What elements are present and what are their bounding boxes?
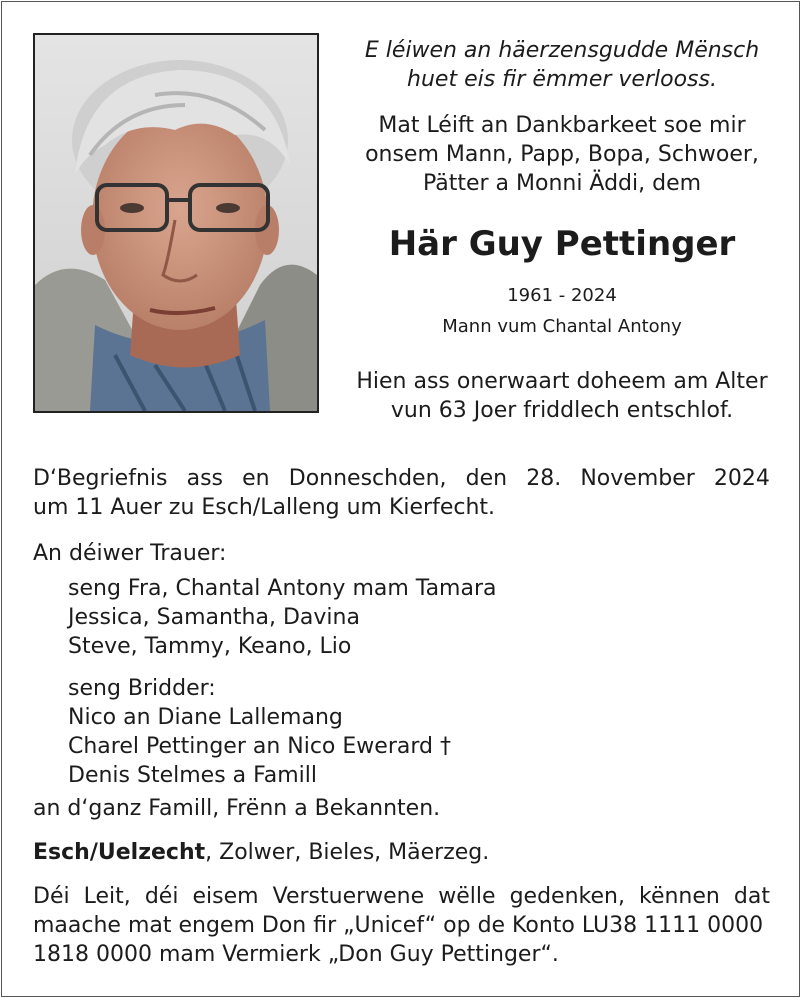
portrait-photo	[33, 33, 319, 413]
mourner-line: Denis Stelmes a Famill	[68, 763, 318, 788]
funeral-word: en	[242, 466, 270, 491]
mourners-tail: an d‘ganz Famill, Frënn a Bekannten.	[33, 796, 441, 821]
mourner-line: seng Fra, Chantal Antony mam Tamara	[68, 576, 497, 601]
quote-line: huet eis fir ëmmer verlooss.	[407, 67, 717, 92]
intro-line: Pätter a Monni Äddi, dem	[422, 171, 702, 196]
quote-line: E léiwen an häerzensgudde Mënsch	[364, 38, 760, 63]
deceased-name: Här Guy Pettinger	[388, 224, 736, 264]
donation-word: déi	[144, 884, 179, 909]
donation-word: gedenken,	[509, 884, 625, 909]
mourner-line: seng Bridder:	[68, 676, 216, 701]
mourner-line: Steve, Tammy, Keano, Lio	[68, 634, 352, 659]
donation-line-1	[33, 882, 770, 911]
place-rest: , Zolwer, Bieles, Mäerzeg.	[205, 840, 490, 865]
places-line	[33, 838, 489, 867]
donation-word: Déi	[33, 884, 70, 909]
donation-word: wëlle	[438, 884, 496, 909]
mourner-line: Nico an Diane Lallemang	[68, 705, 343, 730]
funeral-word: D‘Begriefnis	[33, 466, 168, 491]
death-notice	[352, 367, 772, 425]
place-bold: Esch/Uelzecht	[33, 840, 206, 865]
funeral-word: ass	[186, 466, 224, 491]
funeral-word: 28.	[526, 466, 562, 491]
spouse-line: Mann vum Chantal Antony	[442, 316, 682, 337]
funeral-line-2: um 11 Auer zu Esch/Lalleng um Kierfecht.	[33, 495, 496, 520]
mourners-family	[33, 574, 497, 661]
mourner-line: Jessica, Samantha, Davina	[68, 605, 360, 630]
donation-word: Leit,	[83, 884, 131, 909]
opening-quote	[352, 36, 772, 94]
funeral-info	[33, 464, 770, 522]
life-years: 1961 - 2024	[507, 285, 617, 306]
donation-word: Verstuerwene	[272, 884, 425, 909]
donation-info	[33, 882, 770, 969]
donation-line-3: 1818 0000 mam Vermierk „Don Guy Pettinger“.	[33, 942, 559, 967]
mourner-line: Charel Pettinger an Nico Ewerard †	[68, 734, 451, 759]
mourners-heading: An déiwer Trauer:	[33, 541, 227, 566]
funeral-word: 2024	[713, 466, 770, 491]
death-line: vun 63 Joer friddlech entschlof.	[390, 398, 734, 423]
funeral-line-1	[33, 464, 770, 493]
intro-line: onsem Mann, Papp, Bopa, Schwoer,	[365, 142, 759, 167]
mourners-siblings	[33, 674, 451, 790]
funeral-word: Donneschden,	[288, 466, 447, 491]
donation-word: eisem	[192, 884, 259, 909]
donation-word: dat	[733, 884, 770, 909]
funeral-word: den	[465, 466, 508, 491]
death-line: Hien ass onerwaart doheem am Alter	[356, 369, 768, 394]
intro-line: Mat Léift an Dankbarkeet soe mir	[378, 113, 746, 138]
donation-line-2: maache mat engem Don fir „Unicef“ op de Konto LU38 1111 0000	[33, 913, 764, 938]
intro-text	[352, 111, 772, 198]
donation-word: kënnen	[638, 884, 720, 909]
funeral-word: November	[580, 466, 695, 491]
portrait-illustration	[35, 35, 317, 411]
